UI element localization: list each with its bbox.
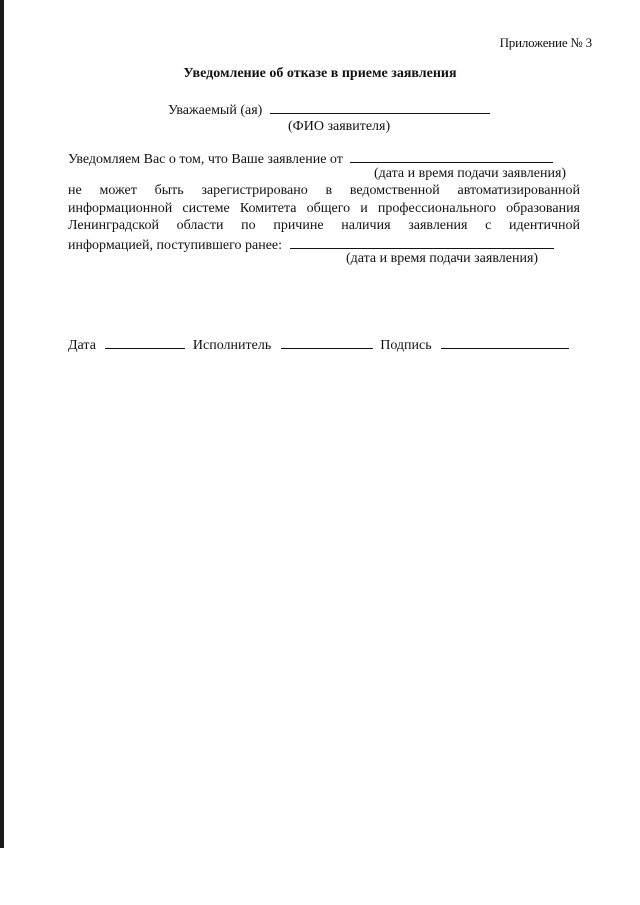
signature-label: Подпись [380,338,432,353]
notice-body-line: Ленинградской области по причине наличия заявления с идентичной [68,218,580,233]
document-title: Уведомление об отказе в приеме заявления [183,66,457,81]
notice-body-line: информационной системе Комитета общего и профессионального образования [68,200,580,216]
date-field[interactable] [105,336,185,349]
application-date-field[interactable] [350,150,553,163]
applicant-name-field[interactable] [270,101,490,114]
applicant-name-caption: (ФИО заявителя) [288,119,391,134]
salutation-text: Уважаемый (ая) [168,103,263,118]
signature-row [68,336,569,354]
salutation-line [168,101,490,119]
appendix-label: Приложение № 3 [499,35,592,50]
executor-field[interactable] [281,336,373,349]
notice-lead-text: Уведомляем Вас о том, что Ваше заявление от [68,152,343,167]
application-date-caption: (дата и время подачи заявления) [374,166,567,181]
date-label: Дата [68,338,96,353]
notice-body-line: информацией, поступившего ранее: [68,238,283,253]
previous-application-date-caption: (дата и время подачи заявления) [346,251,539,266]
previous-application-date-field[interactable] [290,236,554,249]
notice-paragraph [68,182,580,235]
notice-body-line: не может быть зарегистрировано в ведомственной автоматизированной [68,183,580,198]
signature-field[interactable] [441,336,569,349]
scan-edge-border [0,0,4,848]
executor-label: Исполнитель [192,338,272,353]
